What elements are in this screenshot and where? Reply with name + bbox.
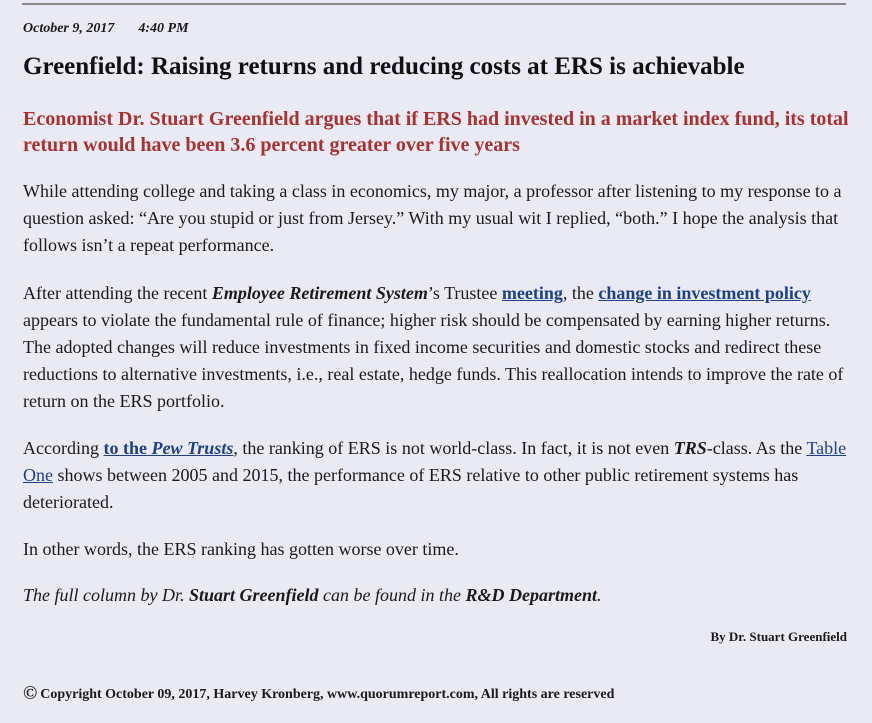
meeting-link[interactable]: meeting <box>501 283 563 303</box>
copyright-text: Copyright October 09, 2017, Harvey Kronberg, www.quorumreport.com, All rights are reserved <box>40 687 615 702</box>
p3-text-4: shows between 2005 and 2015, the performance of ERS relative to other public retirement systems has deteriorated. <box>23 465 799 512</box>
p5-text-1: The full column by Dr. <box>23 585 189 605</box>
article-time: 4:40 PM <box>138 21 189 36</box>
byline: By Dr. Stuart Greenfield <box>710 629 847 644</box>
article-date: October 9, 2017 <box>23 21 115 36</box>
article-subhead: Economist Dr. Stuart Greenfield argues that if ERS had invested in a market index fund, its total return would have been 3.6 percent greater over five years <box>23 108 849 156</box>
pew-trusts-link[interactable] <box>103 438 233 458</box>
ers-name: Employee Retirement System <box>211 283 428 303</box>
trs-label: TRS <box>673 438 707 458</box>
article-headline: Greenfield: Raising returns and reducing costs at ERS is achievable <box>23 53 745 80</box>
rd-department: R&D Department <box>465 585 598 605</box>
copyright-notice <box>23 683 614 705</box>
p2-text-4: appears to violate the fundamental rule of finance; higher risk should be compensated by earning higher returns. The adopted changes will reduce investments in fixed income securities and domestic stocks and redirect these reductions to alternative investments, i.e., real estate, hedge funds. This reallocation intends to improve the rate of return on the ERS portfolio. <box>23 310 844 411</box>
pew-link-name: Pew Trusts <box>151 438 234 458</box>
paragraph-3 <box>23 435 858 516</box>
p2-text-3: , the <box>562 283 599 303</box>
paragraph-4: In other words, the ERS ranking has gotten worse over time. <box>23 539 459 559</box>
p3-text-2: , the ranking of ERS is not world-class. In fact, it is not even <box>233 438 674 458</box>
p3-text-1: According <box>23 438 104 458</box>
p2-text-1: After attending the recent <box>23 283 212 303</box>
table-one-link[interactable]: Table One <box>23 438 847 485</box>
p3-text-3: -class. As the <box>706 438 807 458</box>
top-divider <box>22 3 846 5</box>
p5-text-3: . <box>597 585 602 605</box>
p5-text-2: can be found in the <box>318 585 466 605</box>
dateline <box>23 21 189 37</box>
pew-link-prefix: to the <box>103 438 152 458</box>
paragraph-5 <box>23 582 858 609</box>
paragraph-1: While attending college and taking a class in economics, my major, a professor after listening to my response to a question asked: “Are you stupid or just from Jersey.” With my usual wit I replied, “both.” I hope the analysis that follows isn’t a repeat performance. <box>23 181 842 255</box>
p2-text-2: ’s Trustee <box>427 283 502 303</box>
copyright-icon: © <box>23 683 38 704</box>
investment-policy-link[interactable]: change in investment policy <box>598 283 811 303</box>
column-author: Stuart Greenfield <box>189 585 319 605</box>
paragraph-2 <box>23 280 858 415</box>
